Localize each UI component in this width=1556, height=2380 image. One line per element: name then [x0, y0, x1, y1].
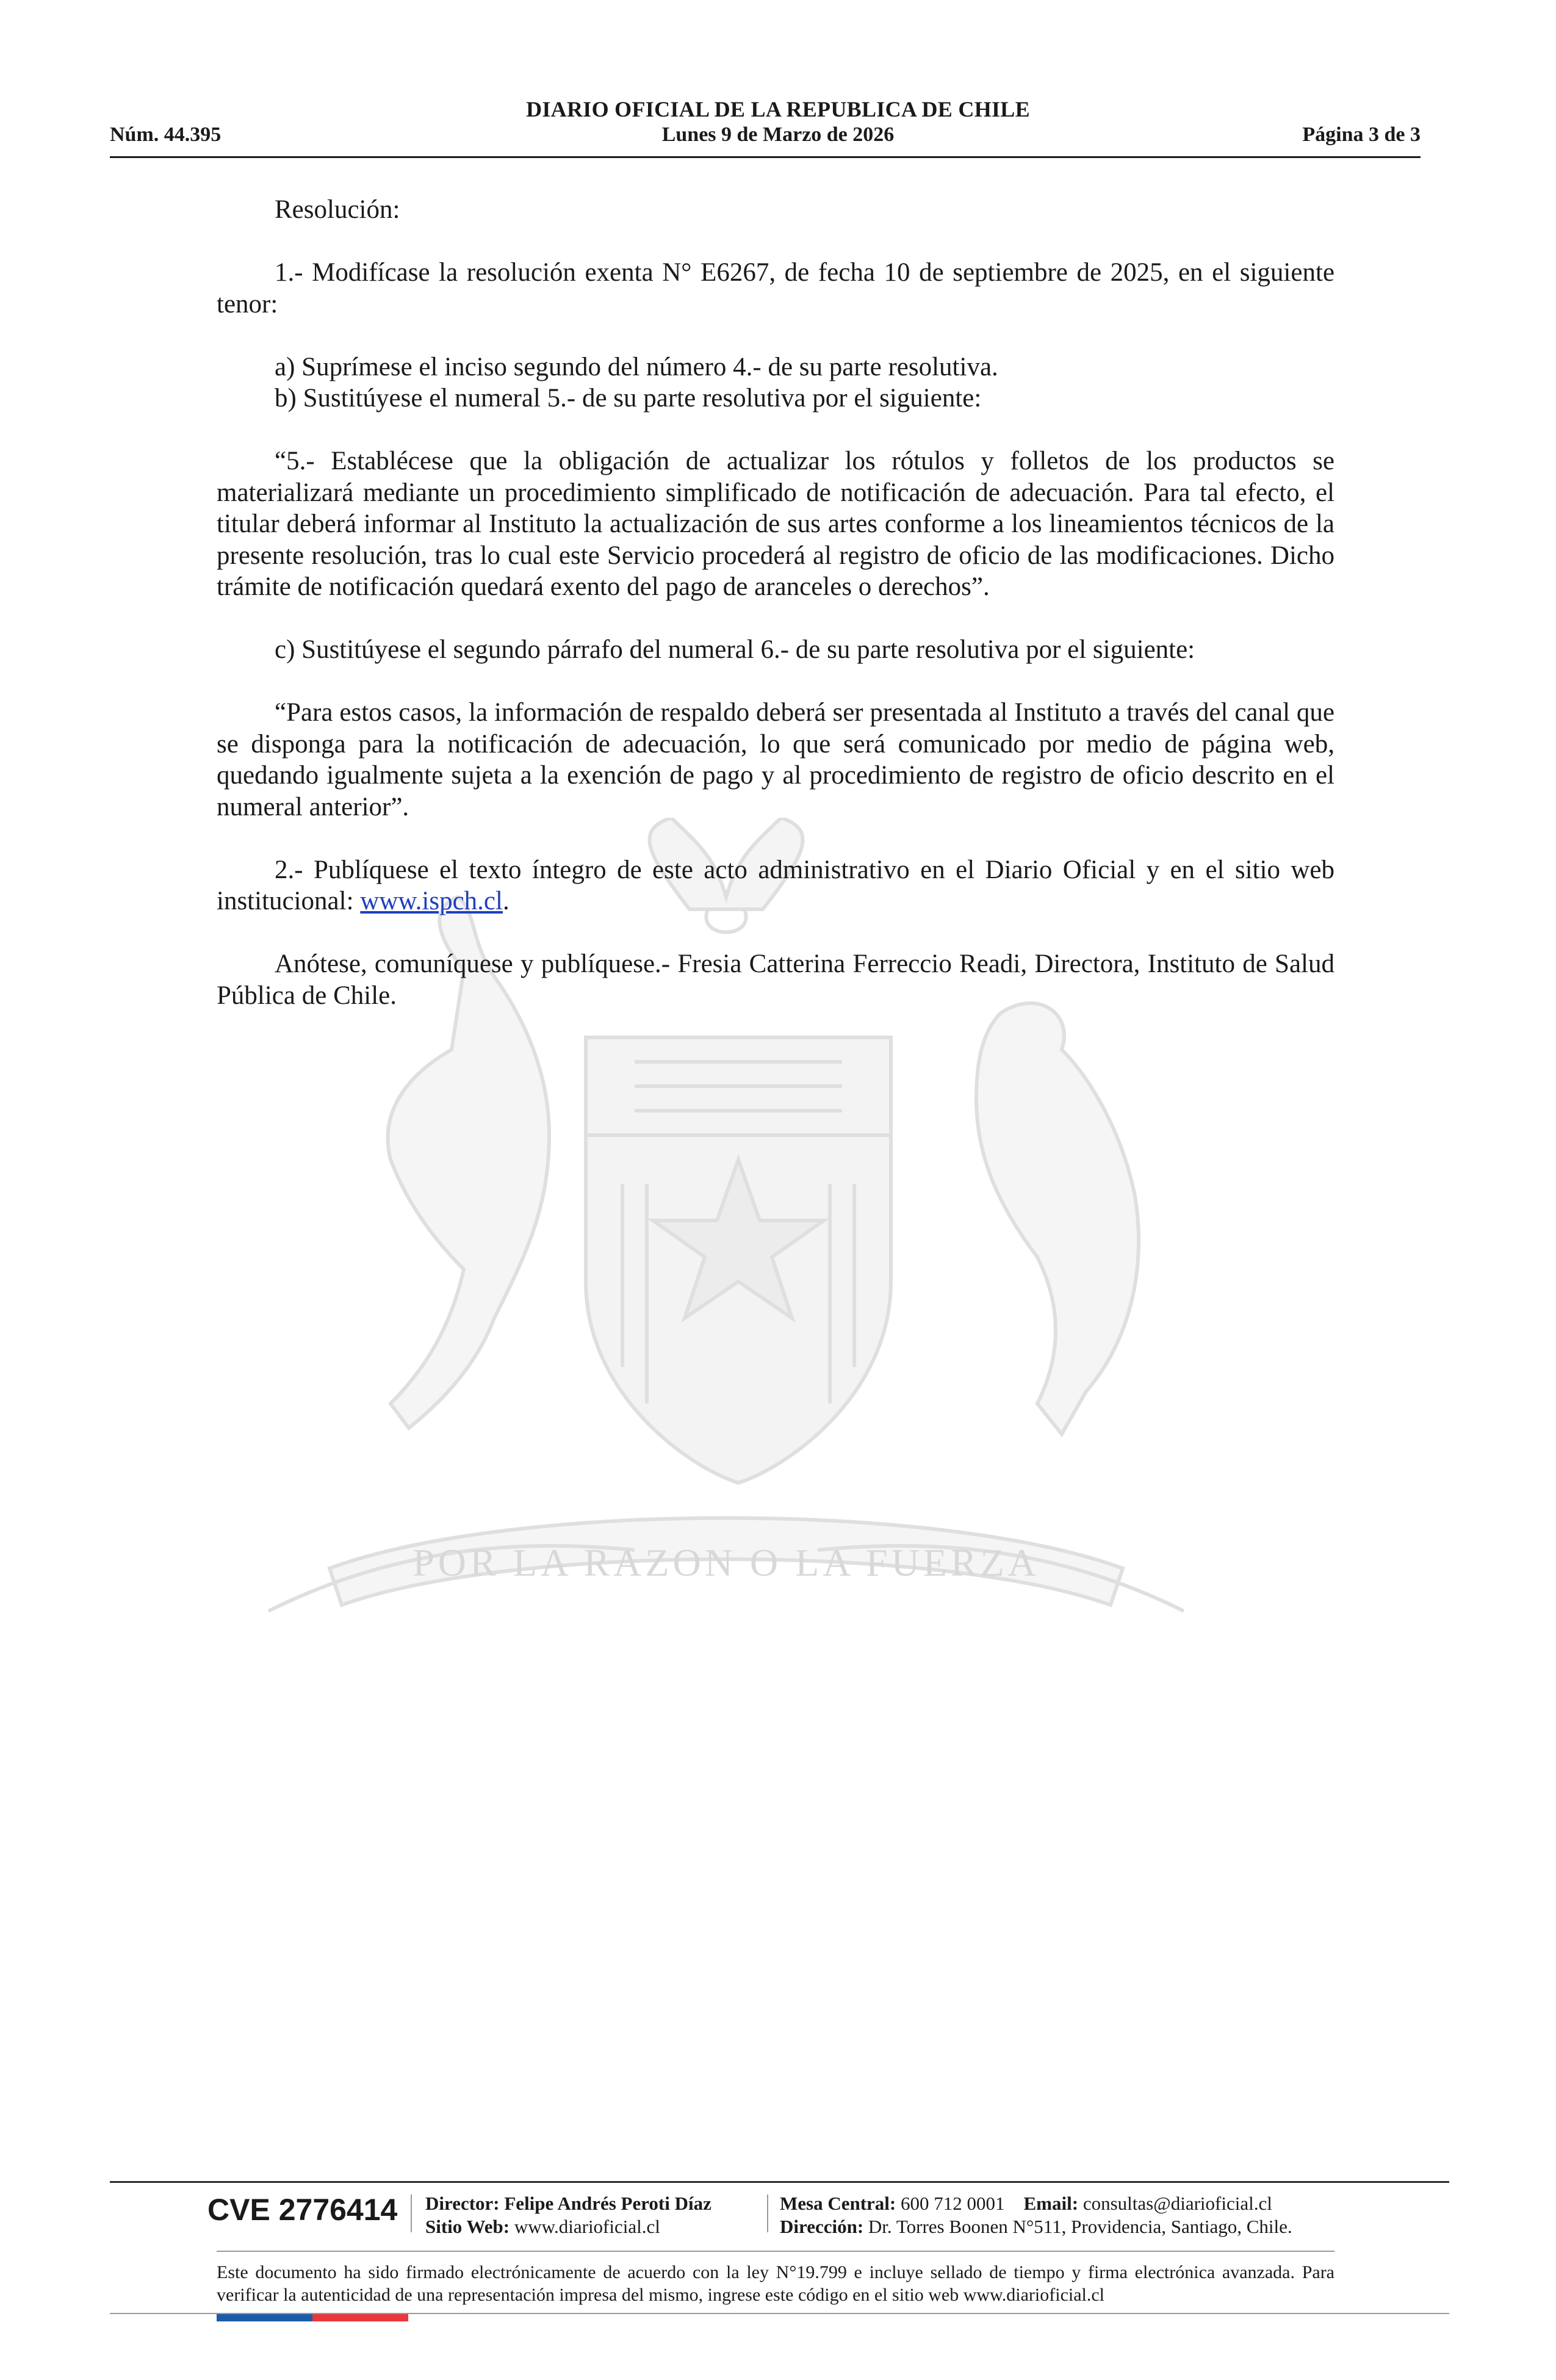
flag-stripe-blue [217, 2314, 312, 2321]
watermark-motto: POR LA RAZON O LA FUERZA [412, 1541, 1040, 1584]
footer-thin-divider [217, 2251, 1334, 2252]
paragraph-2-text: 2.- Publíquese el texto íntegro de este acto administrativo en el Diario Oficial y en el sitio web institucional: [217, 855, 1334, 915]
paragraph-1: 1.- Modifícase la resolución exenta N° E6267, de fecha 10 de septiembre de 2025, en el siguiente tenor: [217, 258, 1334, 319]
item-b: b) Sustitúyese el numeral 5.- de su parte resolutiva por el siguiente: [275, 384, 982, 413]
footer-separator [767, 2194, 768, 2232]
ispch-link[interactable]: www.ispch.cl [360, 887, 503, 915]
electronic-signature-note: Este documento ha sido firmado electrónicamente de acuerdo con la ley N°19.799 e incluye sellado de tiempo y firma electrónica avanzada. Para verificar la autenticidad de una representación impresa del mismo, ingrese este código en el sitio web www.diarioficial.cl [217, 2262, 1334, 2305]
quote-numeral-5: “5.- Establécese que la obligación de actualizar los rótulos y folletos de los productos se materializará mediante un procedimiento simplificado de notificación de adecuación. Para tal efecto, el titular deberá informar al Instituto la actualización de sus artes conforme a los lineamientos técnicos de la presente resolución, tras lo cual este Servicio procederá al registro de oficio de las modificaciones. Dicho trámite de notificación quedará exento del pago de aranceles o derechos”. [217, 447, 1334, 601]
footer-contact-block [780, 2192, 1292, 2238]
mesa-value: 600 712 0001 [901, 2193, 1005, 2214]
item-c: c) Sustitúyese el segundo párrafo del numeral 6.- de su parte resolutiva por el siguiente: [275, 635, 1195, 664]
web-label: Sitio Web: [425, 2216, 510, 2237]
closing-signature: Anótese, comuníquese y publíquese.- Fresia Catterina Ferreccio Readi, Directora, Instituto de Salud Pública de Chile. [217, 950, 1334, 1010]
resolution-heading: Resolución: [275, 195, 400, 224]
quote-numeral-6: “Para estos casos, la información de respaldo deberá ser presentada al Instituto a través del canal que se disponga para la notificación de adecuación, lo que será comunicado por medio de página web, quedando igualmente sujeta a la exención de pago y al procedimiento de registro de oficio descrito en el numeral anterior”. [217, 698, 1334, 821]
email-value: consultas@diarioficial.cl [1082, 2193, 1272, 2214]
footer-divider [110, 2181, 1449, 2183]
document-body [217, 194, 1334, 1043]
item-a: a) Suprímese el inciso segundo del número 4.- de su parte resolutiva. [275, 352, 998, 381]
page-indicator: Página 3 de 3 [1302, 123, 1421, 146]
header-divider [110, 156, 1421, 158]
footer-separator [411, 2194, 412, 2232]
director-label: Director: [425, 2193, 500, 2214]
issue-number: Núm. 44.395 [110, 123, 222, 146]
newspaper-title: DIARIO OFICIAL DE LA REPUBLICA DE CHILE [526, 97, 1030, 121]
issue-date: Lunes 9 de Marzo de 2026 [661, 123, 895, 146]
mesa-label: Mesa Central: [780, 2193, 896, 2214]
cve-code: CVE 2776414 [207, 2193, 398, 2227]
flag-stripe-red [312, 2314, 408, 2321]
paragraph-2 [217, 854, 1334, 917]
director-name: Felipe Andrés Peroti Díaz [504, 2193, 711, 2214]
footer-director-block [425, 2192, 711, 2238]
direccion-label: Dirección: [780, 2216, 864, 2237]
paragraph-2-end: . [502, 887, 510, 915]
web-value: www.diarioficial.cl [514, 2216, 660, 2237]
direccion-value: Dr. Torres Boonen N°511, Providencia, Santiago, Chile. [868, 2216, 1292, 2237]
email-label: Email: [1023, 2193, 1079, 2214]
